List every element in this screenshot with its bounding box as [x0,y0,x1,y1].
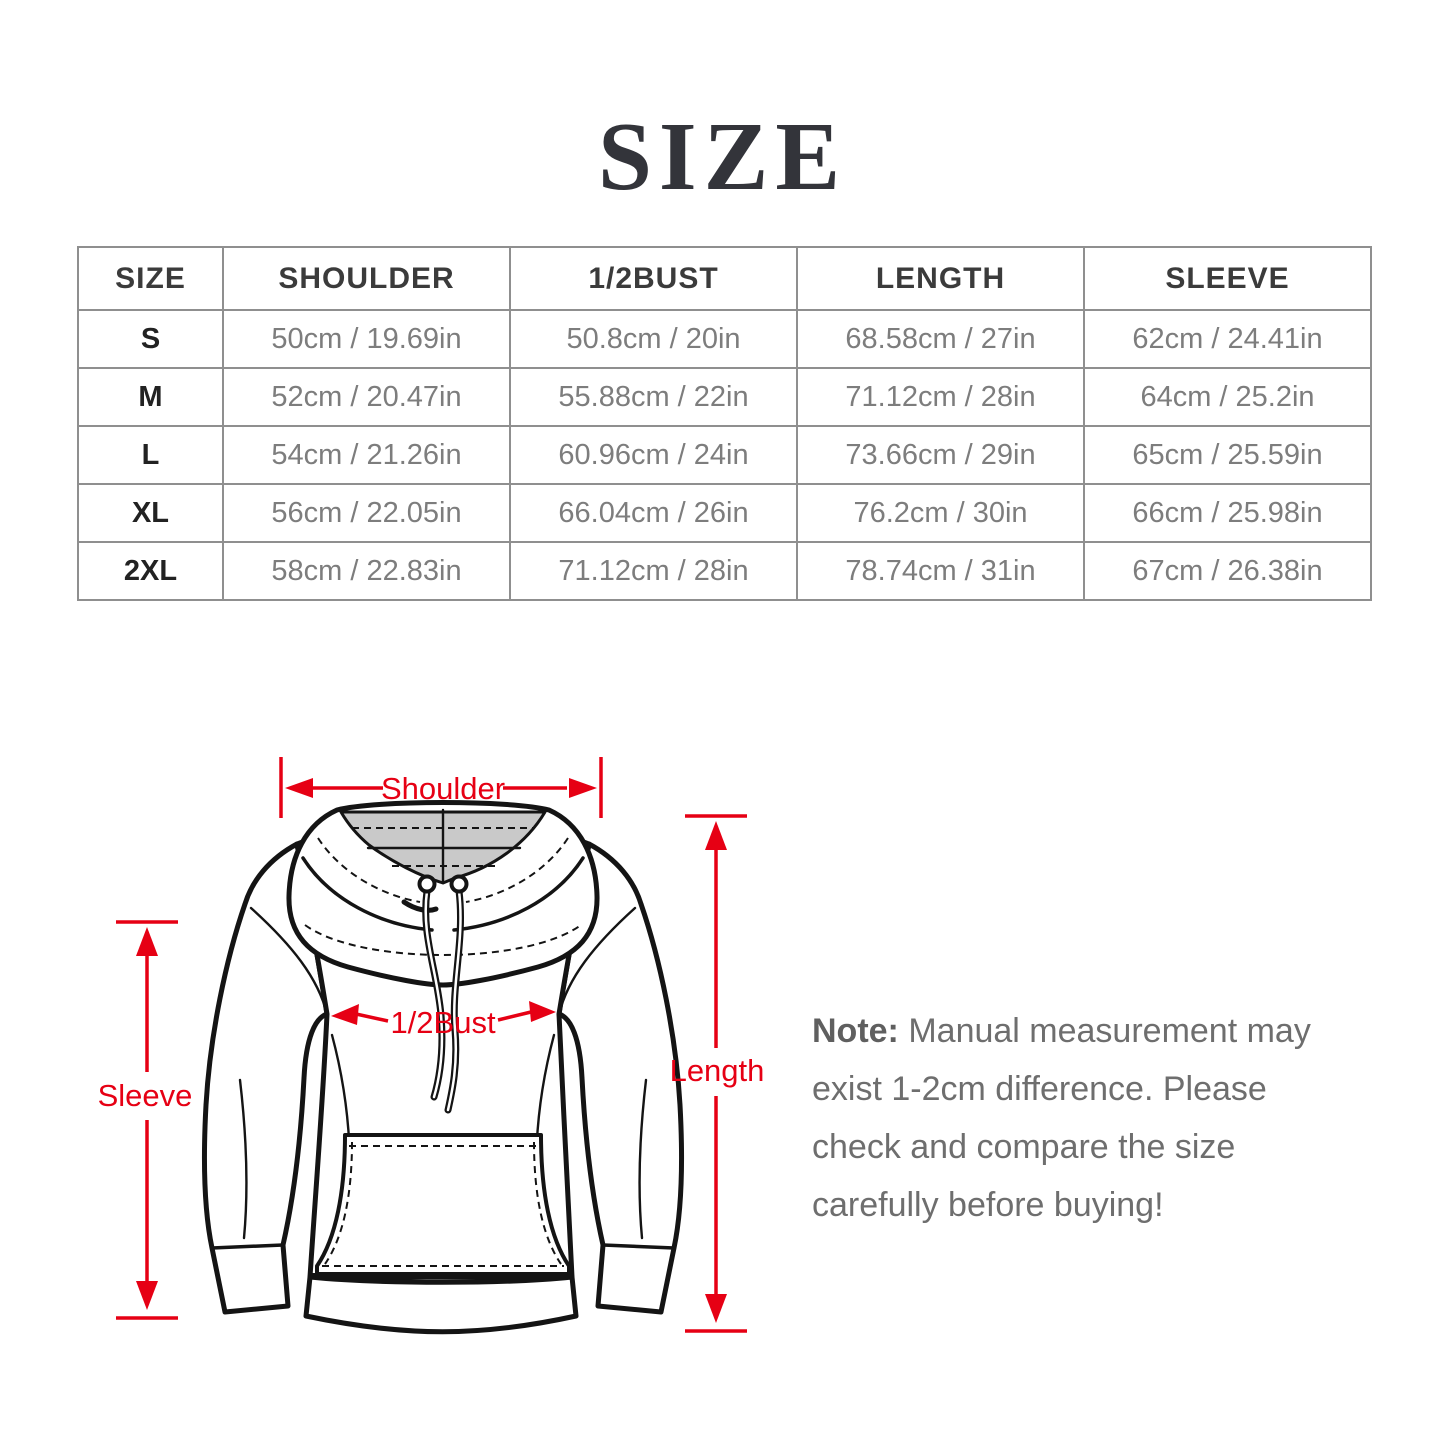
right-eyelet [452,877,467,892]
sleeve-cell: 66cm / 25.98in [1084,484,1371,542]
size-cell: L [78,426,223,484]
col-header-length: LENGTH [797,247,1084,310]
shoulder-label: Shoulder [380,771,506,806]
sleeve-cell: 62cm / 24.41in [1084,310,1371,368]
sleeve-cell: 67cm / 26.38in [1084,542,1371,600]
bust-cell: 50.8cm / 20in [510,310,797,368]
sleeve-label: Sleeve [97,1078,193,1113]
shoulder-cell: 54cm / 21.26in [223,426,510,484]
col-header-sleeve: SLEEVE [1084,247,1371,310]
col-header-bust: 1/2BUST [510,247,797,310]
left-eyelet [420,877,435,892]
shoulder-cell: 52cm / 20.47in [223,368,510,426]
size-cell: M [78,368,223,426]
shoulder-cell: 58cm / 22.83in [223,542,510,600]
length-cell: 68.58cm / 27in [797,310,1084,368]
length-cell: 78.74cm / 31in [797,542,1084,600]
length-cell: 73.66cm / 29in [797,426,1084,484]
sleeve-cell: 65cm / 25.59in [1084,426,1371,484]
col-header-size: SIZE [78,247,223,310]
hoodie-sketch [204,803,681,1332]
bust-cell: 66.04cm / 26in [510,484,797,542]
note-text [812,1002,1317,1234]
half-bust-label: 1/2Bust [390,1005,496,1040]
length-cell: 76.2cm / 30in [797,484,1084,542]
size-cell: S [78,310,223,368]
kangaroo-pocket [317,1135,569,1274]
size-cell: XL [78,484,223,542]
waistband [306,1277,576,1332]
length-measure-arrow [670,816,765,1331]
bust-cell: 60.96cm / 24in [510,426,797,484]
sleeve-cell: 64cm / 25.2in [1084,368,1371,426]
shoulder-cell: 50cm / 19.69in [223,310,510,368]
bust-cell: 55.88cm / 22in [510,368,797,426]
note-body: Manual measurement may exist 1-2cm difference. Please check and compare the size carefully before buying! [812,1012,1311,1224]
note-label: Note: [812,1012,899,1050]
size-cell: 2XL [78,542,223,600]
length-cell: 71.12cm / 28in [797,368,1084,426]
col-header-shoulder: SHOULDER [223,247,510,310]
length-label: Length [669,1053,765,1088]
bust-cell: 71.12cm / 28in [510,542,797,600]
shoulder-cell: 56cm / 22.05in [223,484,510,542]
sleeve-measure-arrow [98,922,193,1318]
page-title: SIZE [597,103,848,210]
